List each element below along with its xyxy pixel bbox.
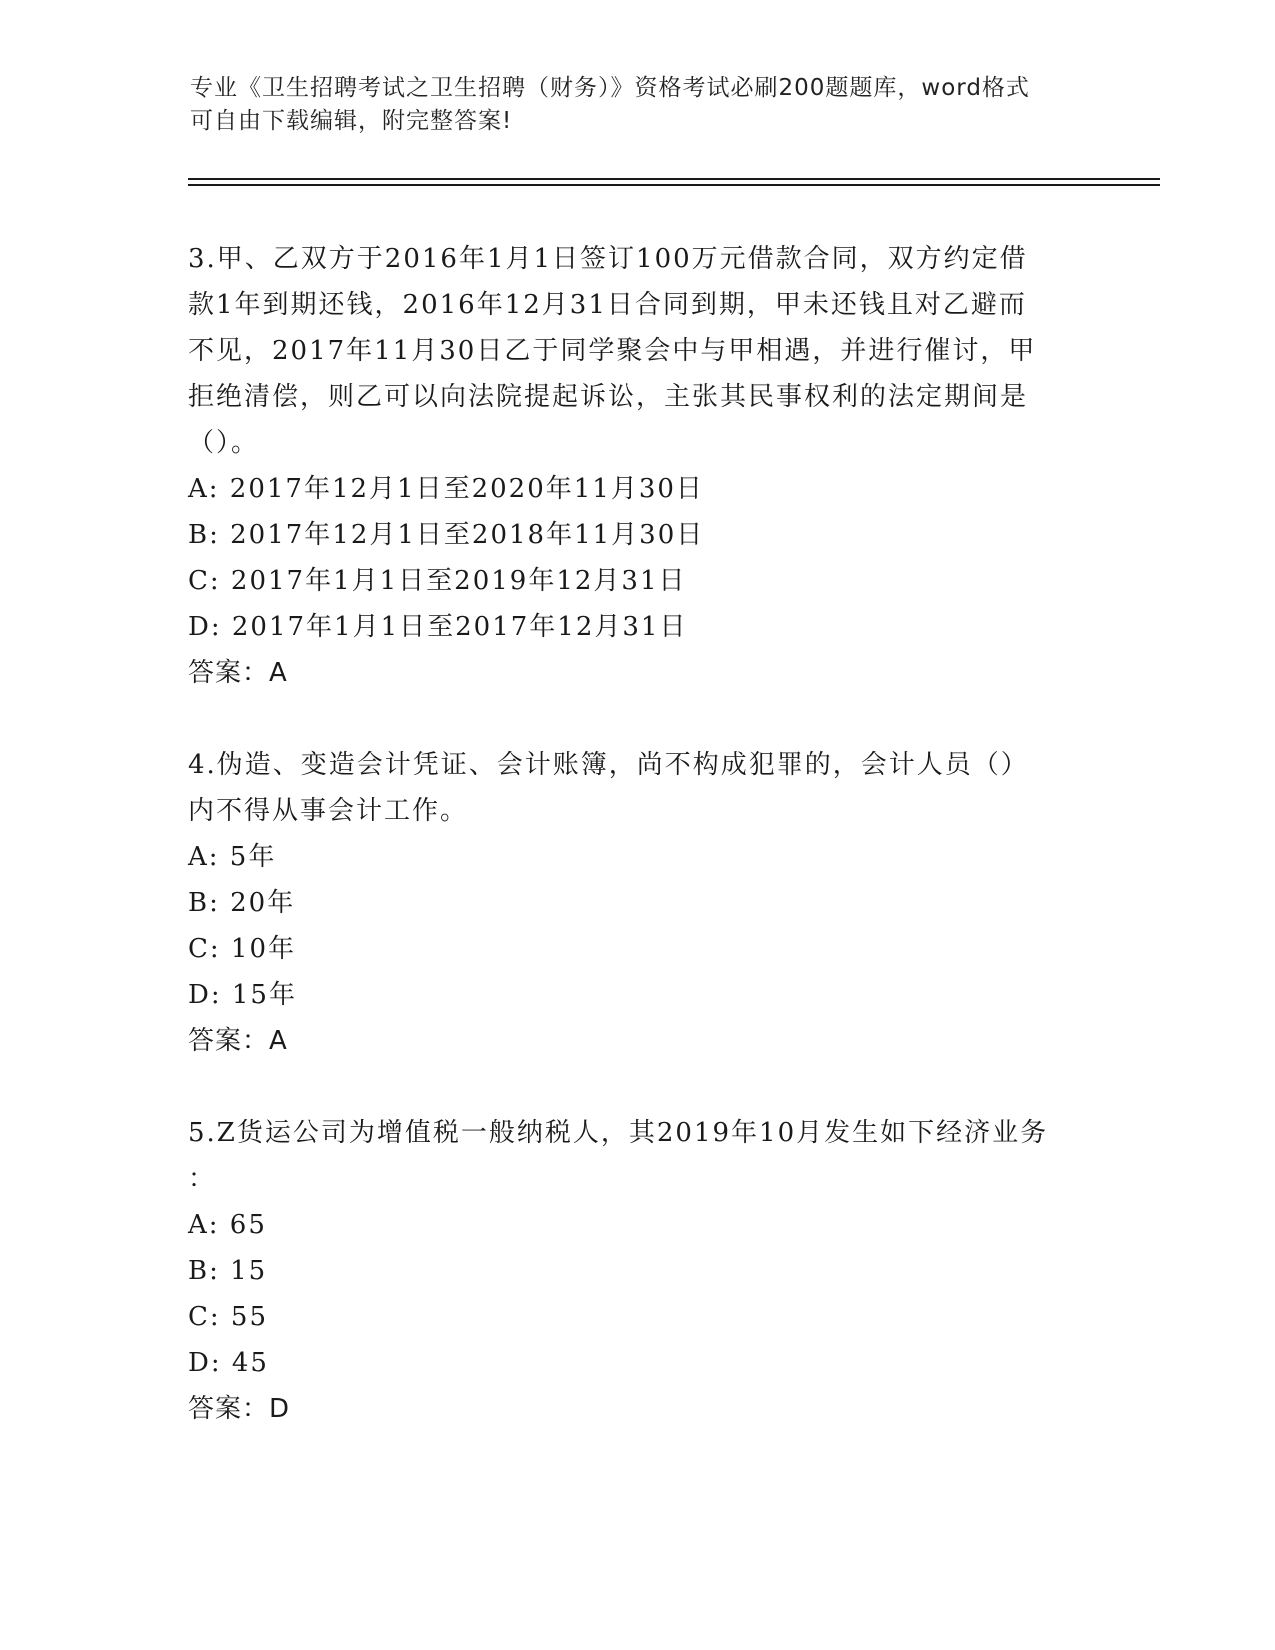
question-3 bbox=[188, 236, 1088, 696]
question-stem: 5.Z货运公司为增值税一般纳税人，其2019年10月发生如下经济业务 ： bbox=[188, 1118, 1049, 1194]
answer-line: 答案：A bbox=[188, 658, 288, 688]
question-stem: 4.伪造、变造会计凭证、会计账簿，尚不构成犯罪的，会计人员（） 内不得从事会计工作。 bbox=[188, 750, 1029, 826]
question-4 bbox=[188, 742, 1088, 1064]
option-b: B: 2017年12月1日至2018年11月30日 bbox=[188, 520, 705, 550]
option-d: D: 15年 bbox=[188, 980, 297, 1010]
document-header bbox=[190, 72, 1090, 138]
option-c: C: 2017年1月1日至2019年12月31日 bbox=[188, 566, 687, 596]
option-a: A: 65 bbox=[188, 1210, 267, 1240]
header-title-line-1: 专业《卫生招聘考试之卫生招聘（财务）》资格考试必刷200题题库，word格式 bbox=[190, 75, 1030, 101]
header-title-line-2: 可自由下载编辑，附完整答案! bbox=[190, 108, 513, 134]
question-5 bbox=[188, 1110, 1088, 1432]
option-a: A: 2017年12月1日至2020年11月30日 bbox=[188, 474, 704, 504]
option-b: B: 15 bbox=[188, 1256, 268, 1286]
header-divider-top bbox=[188, 178, 1160, 180]
question-stem: 3.甲、乙双方于2016年1月1日签订100万元借款合同，双方约定借 款1年到期还钱，2016年12月31日合同到期，甲未还钱且对乙避而 不见，2017年11月30日乙于同学聚会中与甲相遇，并进行催讨，甲 拒绝清偿，则乙可以向法院提起诉讼，主张其民事权利的法定期间是 （）。 bbox=[188, 244, 1037, 458]
option-b: B: 20年 bbox=[188, 888, 296, 918]
option-c: C: 55 bbox=[188, 1302, 269, 1332]
header-divider-bottom bbox=[188, 184, 1160, 186]
option-d: D: 45 bbox=[188, 1348, 269, 1378]
option-c: C: 10年 bbox=[188, 934, 297, 964]
answer-line: 答案：D bbox=[188, 1394, 291, 1424]
answer-line: 答案：A bbox=[188, 1026, 288, 1056]
option-d: D: 2017年1月1日至2017年12月31日 bbox=[188, 612, 688, 642]
option-a: A: 5年 bbox=[188, 842, 277, 872]
